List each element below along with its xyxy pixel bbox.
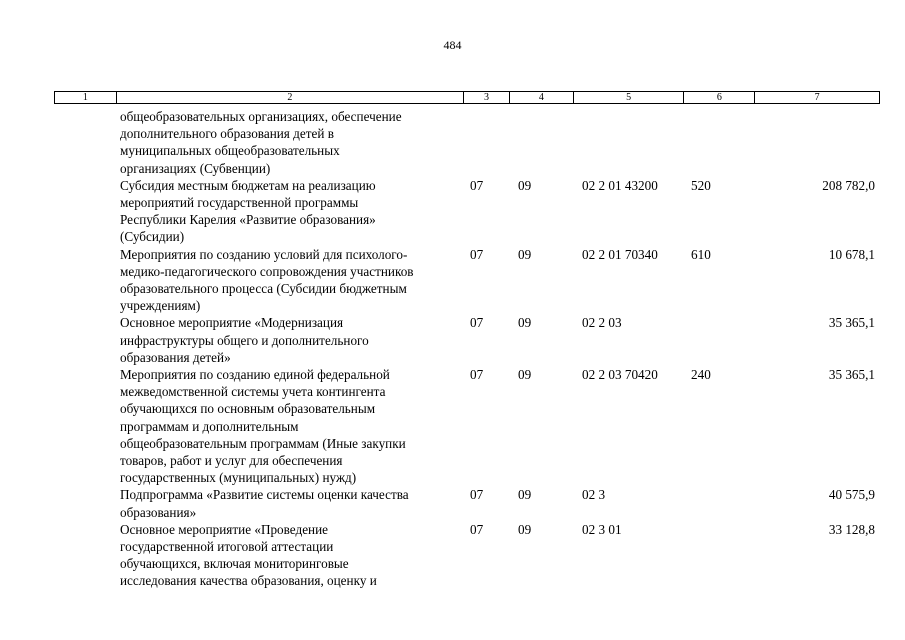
row-name-line: организациях (Субвенции): [120, 160, 271, 176]
row-target-article-code: 02 3: [582, 487, 606, 503]
row-target-article-code: 02 2 03: [582, 315, 622, 331]
row-name-line: дополнительного образования детей в: [120, 126, 334, 142]
table-row: [0, 366, 905, 486]
table-row: [0, 486, 905, 520]
row-target-article-code: 02 2 01 70340: [582, 246, 658, 262]
column-header-7: 7: [814, 92, 820, 103]
page-number: 484: [443, 38, 462, 52]
row-subsection-code: 09: [518, 315, 532, 331]
row-target-article-code: 02 2 01 43200: [582, 177, 658, 193]
row-name-line: медико-педагогического сопровождения участников: [120, 263, 414, 279]
row-expense-type-code: 520: [691, 177, 711, 193]
column-header-5: 5: [574, 92, 685, 103]
row-amount: 10 678,1: [828, 246, 875, 262]
column-header-2: 2: [117, 92, 464, 103]
column-header-6: 6: [684, 92, 755, 103]
row-name-line: межведомственной системы учета контингента: [120, 384, 386, 400]
row-name-line: Республики Карелия «Развитие образования»: [120, 212, 376, 228]
row-subsection-code: 09: [518, 366, 532, 382]
row-amount: 40 575,9: [828, 487, 875, 503]
row-section-code: 07: [470, 315, 484, 331]
row-expense-type-code: 240: [691, 366, 711, 382]
column-header-3: 3: [464, 92, 510, 103]
row-amount: 208 782,0: [822, 177, 875, 193]
row-name-line: образования детей»: [120, 349, 231, 365]
row-target-article-code: 02 3 01: [582, 521, 622, 537]
row-name-line: Основное мероприятие «Проведение: [120, 521, 329, 537]
row-name-line: исследования качества образования, оценку и: [120, 573, 377, 589]
row-subsection-code: 09: [518, 177, 532, 193]
row-name-line: программам и дополнительным: [120, 418, 299, 434]
table-row: [0, 521, 905, 590]
row-amount: 35 365,1: [828, 315, 875, 331]
row-name-line: (Субсидии): [120, 229, 185, 245]
row-subsection-code: 09: [518, 521, 532, 537]
table-row: [0, 246, 905, 315]
row-expense-type-code: 610: [691, 246, 711, 262]
row-name: [120, 486, 465, 520]
row-name-line: инфраструктуры общего и дополнительного: [120, 332, 369, 348]
row-name: [120, 366, 465, 486]
row-section-code: 07: [470, 521, 484, 537]
row-amount: 33 128,8: [828, 521, 875, 537]
row-name-line: общеобразовательных организациях, обеспечение: [120, 109, 402, 124]
row-name-line: общеобразовательным программам (Иные закупки: [120, 435, 406, 451]
row-section-code: 07: [470, 366, 484, 382]
column-header-1: 1: [55, 92, 117, 103]
table-row: [0, 108, 905, 177]
row-name-line: мероприятий государственной программы: [120, 195, 359, 210]
row-target-article-code: 02 2 03 70420: [582, 366, 658, 382]
column-header-4: 4: [510, 92, 574, 103]
row-name-line: Основное мероприятие «Модернизация: [120, 315, 344, 331]
table-header-row: [54, 91, 880, 104]
row-name: [120, 521, 465, 590]
row-name-line: товаров, работ и услуг для обеспечения: [120, 453, 343, 468]
table-row: [0, 177, 905, 246]
row-name-line: Мероприятия по созданию единой федеральной: [120, 366, 390, 382]
row-name-line: обучающихся, включая мониторинговые: [120, 556, 349, 572]
row-name-line: государственных (муниципальных) нужд): [120, 470, 357, 486]
row-name-line: Подпрограмма «Развитие системы оценки качества: [120, 487, 409, 503]
row-section-code: 07: [470, 246, 484, 262]
row-name: [120, 314, 465, 366]
row-name-line: учреждениям): [120, 298, 201, 314]
row-name-line: образования»: [120, 504, 197, 520]
row-name-line: государственной итоговой аттестации: [120, 538, 334, 554]
budget-table-body: [0, 108, 905, 590]
row-section-code: 07: [470, 177, 484, 193]
table-row: [0, 314, 905, 366]
row-section-code: 07: [470, 487, 484, 503]
row-subsection-code: 09: [518, 487, 532, 503]
row-name-line: муниципальных общеобразовательных: [120, 143, 340, 159]
row-name: [120, 108, 465, 177]
row-name-line: Мероприятия по созданию условий для психолого-: [120, 246, 408, 262]
row-name: [120, 177, 465, 246]
row-name: [120, 246, 465, 315]
row-subsection-code: 09: [518, 246, 532, 262]
row-amount: 35 365,1: [828, 366, 875, 382]
row-name-line: образовательного процесса (Субсидии бюджетным: [120, 281, 407, 296]
row-name-line: Субсидия местным бюджетам на реализацию: [120, 177, 376, 193]
row-name-line: обучающихся по основным образовательным: [120, 401, 376, 417]
